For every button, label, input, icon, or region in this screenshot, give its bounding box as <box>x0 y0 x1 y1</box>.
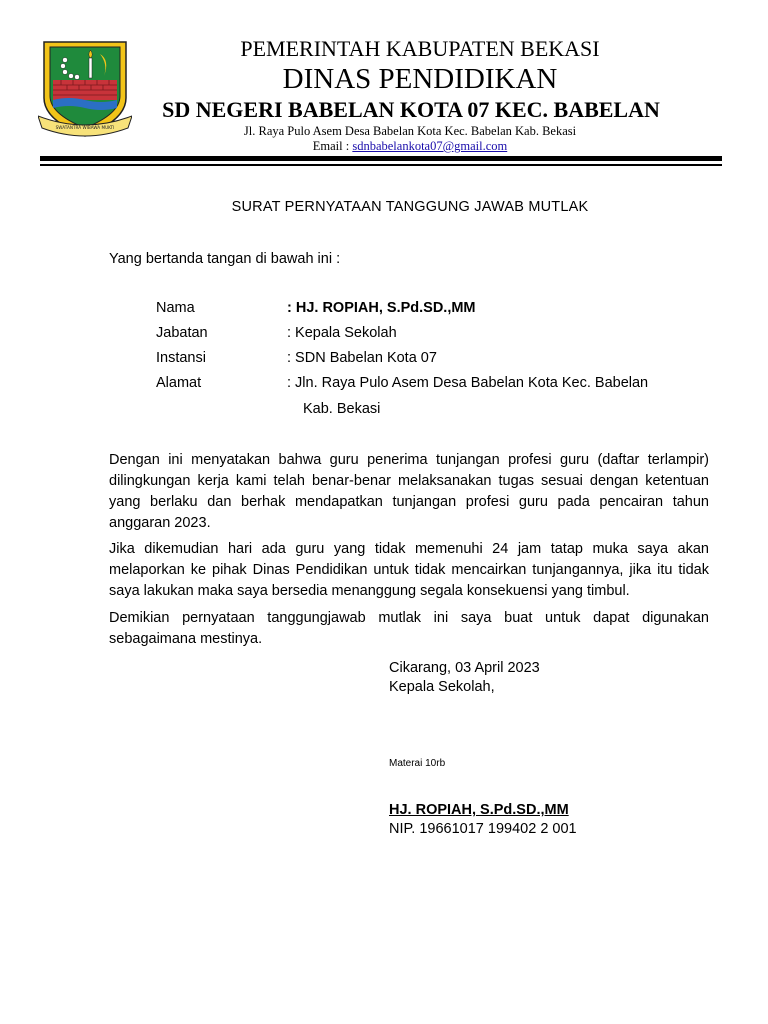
field-value-nama: : HJ. ROPIAH, S.Pd.SD.,MM <box>287 300 476 316</box>
field-value-alamat: : Jln. Raya Pulo Asem Desa Babelan Kota Kec. Babelan <box>287 375 649 391</box>
signature-stamp: Materai 10rb <box>389 758 446 769</box>
field-value-jabatan: : Kepala Sekolah <box>287 325 397 341</box>
header-agency: DINAS PENDIDIKAN <box>282 63 558 95</box>
svg-text:SWATANTRA WIBAWA MUKTI: SWATANTRA WIBAWA MUKTI <box>55 125 115 130</box>
email-label: Email : <box>312 139 353 153</box>
header-divider-thick <box>40 156 722 161</box>
header-government: PEMERINTAH KABUPATEN BEKASI <box>240 36 600 61</box>
field-value-instansi: : SDN Babelan Kota 07 <box>287 350 437 366</box>
paragraph-statement: Dengan ini menyatakan bahwa guru penerima tunjangan profesi guru (daftar terlampir) dilingkungan kerja kami telah benar-benar melaksanakan tugas sesuai dengan ketentuan yang berlaku dan berhak mendapatkan tunjangan profesi guru pada pencairan tahun anggaran 2023. <box>109 452 709 531</box>
header-email <box>0 139 768 154</box>
field-label-instansi: Instansi <box>156 350 206 366</box>
signature-name: HJ. ROPIAH, S.Pd.SD.,MM <box>389 802 569 818</box>
intro-text: Yang bertanda tangan di bawah ini : <box>109 251 341 267</box>
signature-place-date: Cikarang, 03 April 2023 <box>389 660 540 676</box>
header-divider-thin <box>40 164 722 166</box>
field-label-alamat: Alamat <box>156 375 202 391</box>
paragraph-closing: Demikian pernyataan tanggungjawab mutlak ini saya buat untuk dapat digunakan sebagaimana mestinya. <box>109 610 709 647</box>
document-title: SURAT PERNYATAAN TANGGUNG JAWAB MUTLAK <box>231 199 589 215</box>
header-address: Jl. Raya Pulo Asem Desa Babelan Kota Kec. Babelan Kab. Bekasi <box>243 124 577 138</box>
field-label-jabatan: Jabatan <box>156 325 208 341</box>
email-link[interactable]: sdnbabelankota07@gmail.com <box>352 139 508 153</box>
field-value-alamat-continuation: Kab. Bekasi <box>303 401 381 417</box>
signature-position: Kepala Sekolah, <box>389 679 495 695</box>
paragraph-commitment: Jika dikemudian hari ada guru yang tidak memenuhi 24 jam tatap muka saya akan melaporkan ke pihak Dinas Pendidikan untuk tidak mencairkan tunjangannya, jika itu tidak saya lakukan maka saya bersedia menanggung segala konsekuensi yang timbul. <box>109 541 709 599</box>
field-label-nama: Nama <box>156 300 195 316</box>
signature-nip: NIP. 19661017 199402 2 001 <box>389 821 577 837</box>
header-school: SD NEGERI BABELAN KOTA 07 KEC. BABELAN <box>162 97 660 122</box>
